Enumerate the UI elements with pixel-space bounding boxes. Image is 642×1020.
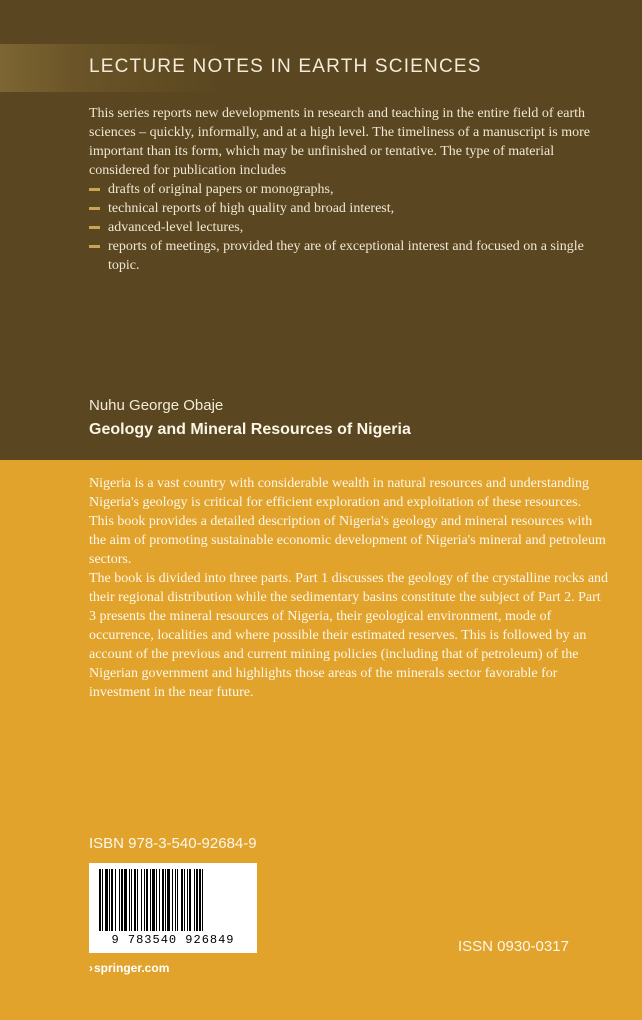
series-description (89, 104, 609, 275)
dash-bullet-icon (89, 188, 100, 191)
chevron-right-icon: › (89, 961, 93, 975)
book-title: Geology and Mineral Resources of Nigeria (89, 421, 411, 438)
isbn-label: ISBN 978-3-540-92684-9 (89, 835, 257, 852)
list-item (89, 218, 609, 237)
blurb-paragraph: Nigeria is a vast country with considerable wealth in natural resources and understanding Nigeria's geology is critical for efficient exploration and exploitation of these resources. This book provides a detailed description of Nigeria's geology and mineral resources with the aim of promoting sustainable economic development of Nigeria's mineral and petroleum sectors. (89, 476, 606, 567)
list-item-text: drafts of original papers or monographs, (108, 182, 334, 197)
publisher-url: springer.com (94, 961, 170, 975)
publication-types-list (89, 180, 609, 275)
list-item-text: technical reports of high quality and broad interest, (108, 201, 395, 216)
barcode (89, 863, 257, 953)
barcode-bars-icon (99, 869, 247, 931)
publisher-link[interactable] (89, 961, 169, 975)
list-item-text: advanced-level lectures, (108, 220, 244, 235)
dash-bullet-icon (89, 245, 100, 248)
book-blurb (89, 474, 609, 702)
list-item (89, 199, 609, 218)
series-description-text: This series reports new developments in research and teaching in the entire field of earth sciences – quickly, informally, and at a high level. The timeliness of a manuscript is more important than its form, which may be unfinished or tentative. The type of material considered for publication includes (89, 106, 591, 178)
author-name: Nuhu George Obaje (89, 397, 224, 414)
dash-bullet-icon (89, 226, 100, 229)
blurb-paragraph: The book is divided into three parts. Part 1 discusses the geology of the crystalline rocks and their regional distribution while the sedimentary basins constitute the subject of Part 2. Part 3 presents the mineral resources of Nigeria, their geological environment, mode of occurrence, localities and where possible their estimated reserves. This is followed by an account of the previous and current mining policies (including that of petroleum) of the Nigerian government and highlights those areas of the minerals sector favorable for investment in the near future. (89, 571, 609, 700)
list-item (89, 180, 609, 199)
barcode-number: 9 783540 926849 (111, 933, 235, 947)
series-title: LECTURE NOTES IN EARTH SCIENCES (89, 56, 482, 77)
dash-bullet-icon (89, 207, 100, 210)
issn-label: ISSN 0930-0317 (458, 938, 569, 955)
list-item-text: reports of meetings, provided they are of exceptional interest and focused on a single topic. (108, 239, 584, 273)
list-item (89, 237, 609, 275)
